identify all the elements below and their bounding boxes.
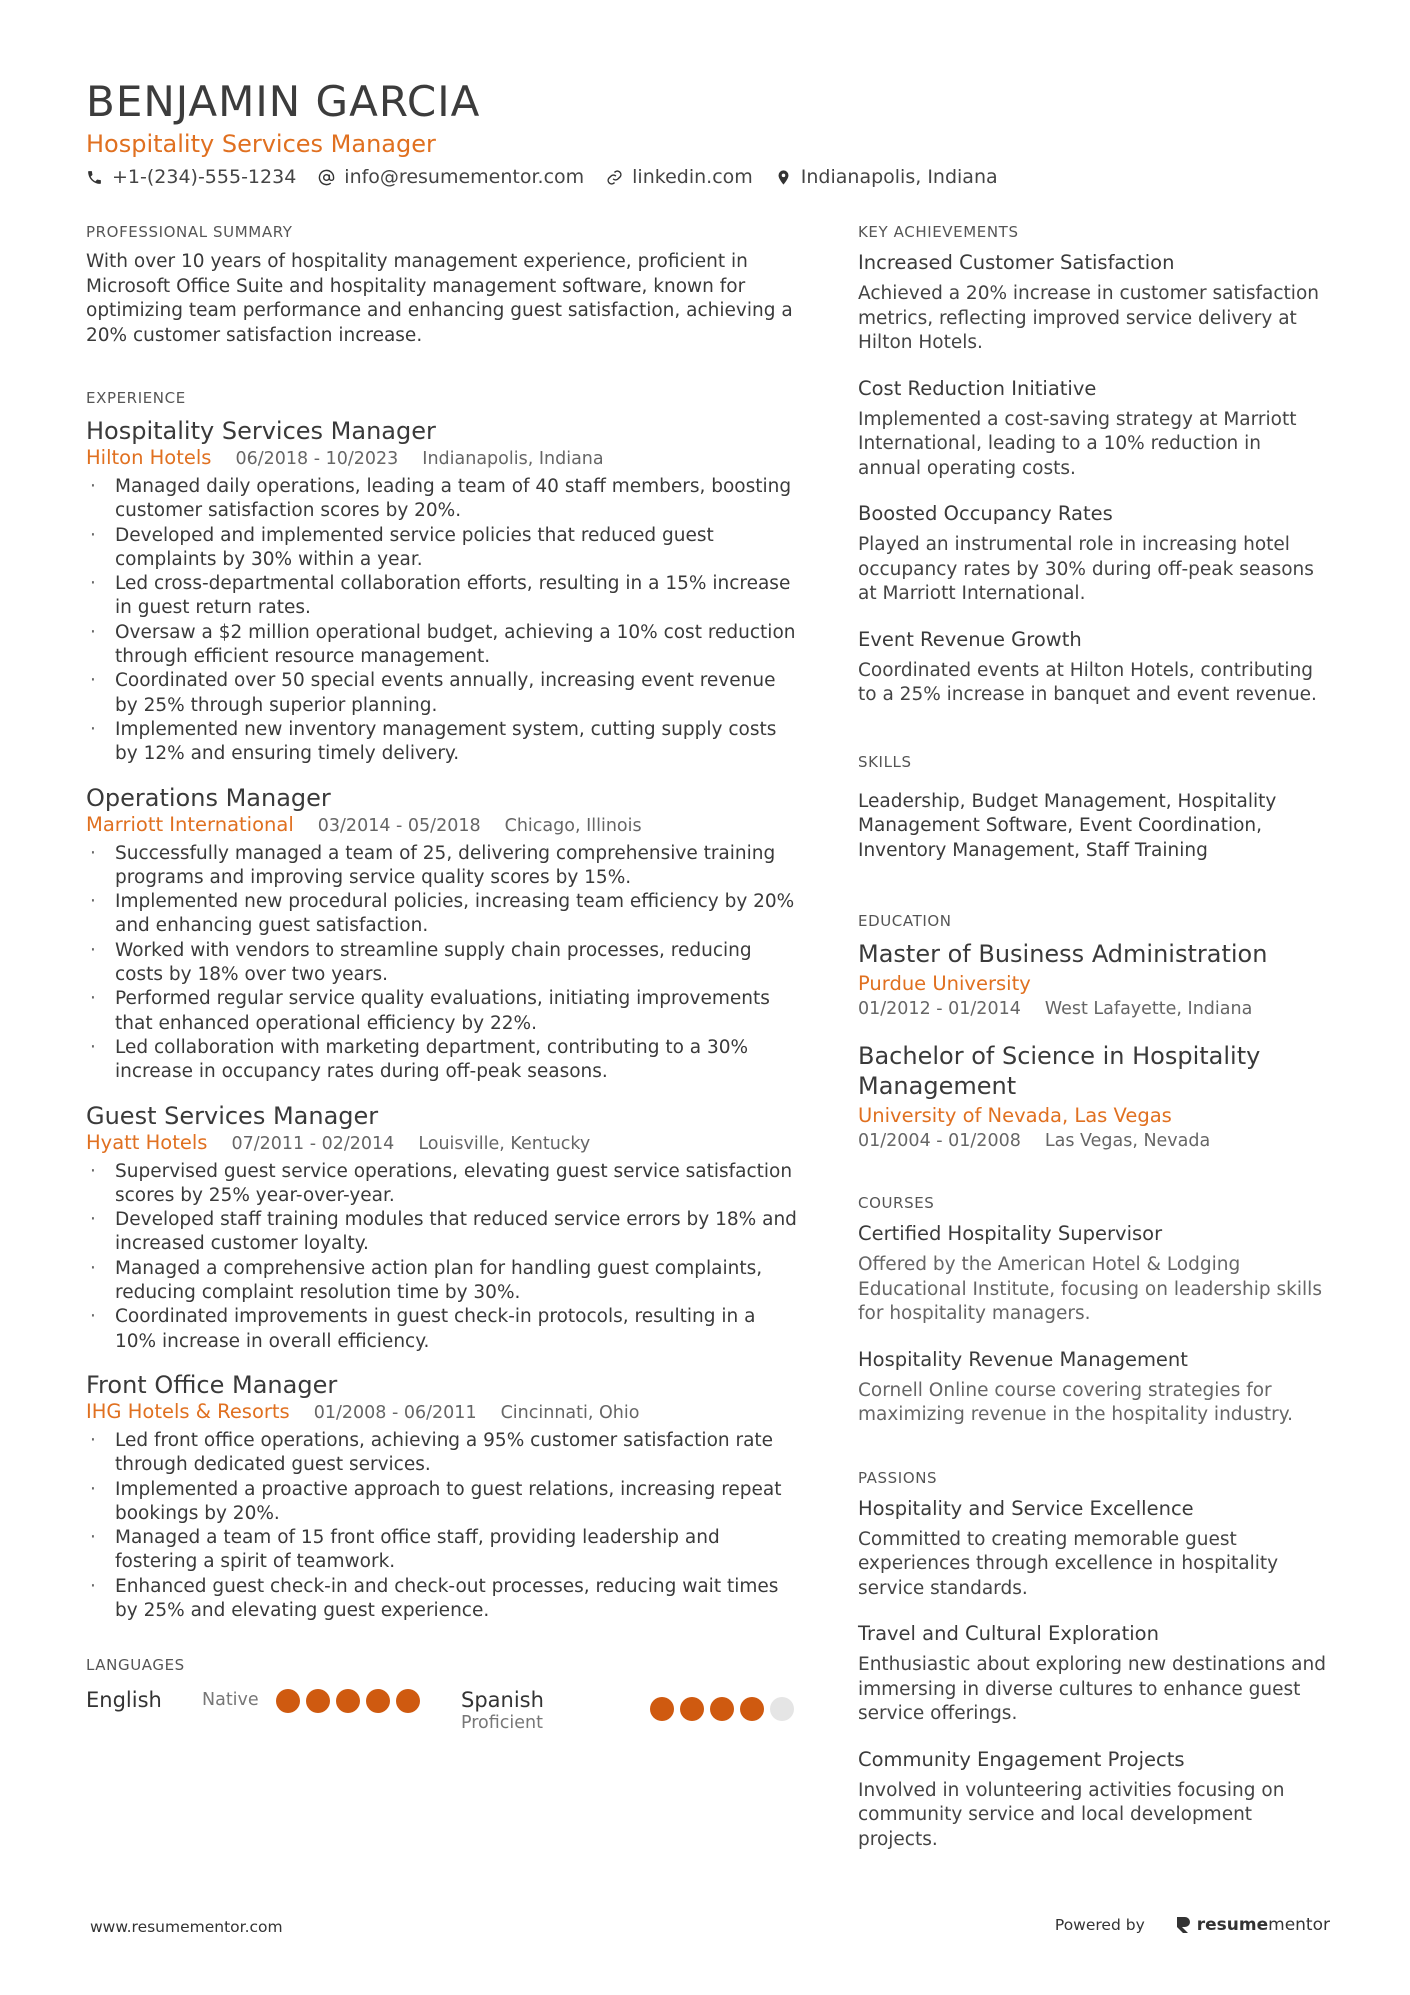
bullet-item: · Managed a comprehensive action plan for handling guest complaints, reducing complaint resolution time by 30%. (86, 1257, 800, 1306)
education-meta (858, 997, 1328, 1021)
bullet-item: · Implemented new inventory management system, cutting supply costs by 12% and ensuring timely delivery. (86, 718, 800, 767)
education-item (858, 1041, 1328, 1153)
achievement-desc: Achieved a 20% increase in customer satisfaction metrics, reflecting improved service delivery at Hilton Hotels. (858, 283, 1319, 353)
candidate-name: BENJAMIN GARCIA (86, 77, 481, 126)
skills-text: Leadership, Budget Management, Hospitality Management Software, Event Coordination, Inventory Management, Staff Training (858, 790, 1277, 861)
achievement-title: Increased Customer Satisfaction (858, 251, 1175, 274)
bullet-item: · Performed regular service quality evaluations, initiating improvements that enhanced operational efficiency by 22%. (86, 987, 800, 1036)
bullet-item: · Successfully managed a team of 25, delivering comprehensive training programs and improving service quality scores by 15%. (86, 842, 800, 891)
company-name: Hyatt Hotels (86, 1130, 208, 1154)
achievement-item (858, 376, 1328, 482)
company-name: Hilton Hotels (86, 446, 212, 469)
achievement-item (858, 627, 1328, 708)
experience-list (86, 416, 800, 1623)
job-entry (86, 416, 800, 767)
brand-logo[interactable] (1175, 1915, 1330, 1935)
passion-title: Hospitality and Service Excellence (858, 1496, 1194, 1520)
achievement-title: Event Revenue Growth (858, 627, 1082, 651)
achievement-desc: Coordinated events at Hilton Hotels, contributing to a 25% increase in banquet and event revenue. (858, 659, 1317, 705)
achievements-heading: KEY ACHIEVEMENTS (858, 223, 1019, 241)
resumementor-logo-icon (1175, 1916, 1191, 1934)
at-sign-icon (318, 169, 335, 186)
school-name: Purdue University (858, 972, 1031, 995)
bullet-item: · Implemented new procedural policies, increasing team efficiency by 20% and enhancing guest satisfaction. (86, 890, 800, 939)
right-column (858, 222, 1328, 1872)
passion-item (858, 1747, 1328, 1853)
bullet-item: · Oversaw a $2 million operational budget, achieving a 10% cost reduction through efficient resource management. (86, 621, 800, 670)
education-list (858, 939, 1328, 1153)
link-icon (606, 169, 623, 186)
language-english (86, 1687, 162, 1713)
summary-text: With over 10 years of hospitality management experience, proficient in Microsoft Office Suite and hospitality management software, known for optimizing team performance and enhancing guest satisfaction, achieving a 20% customer satisfaction increase. (86, 251, 793, 346)
job-title: Operations Manager (86, 783, 331, 812)
course-title: Hospitality Revenue Management (858, 1347, 1188, 1371)
language-spanish-rating (650, 1697, 794, 1721)
achievement-desc: Played an instrumental role in increasing hotel occupancy rates by 30% during off-peak seasons at Marriott International. (858, 534, 1314, 604)
location-pin-icon (775, 169, 792, 186)
education-dates: 01/2004 - 01/2008 (858, 1131, 1021, 1151)
bullet-item: · Worked with vendors to streamline supply chain processes, reducing costs by 18% over two years. (86, 939, 800, 988)
candidate-title: Hospitality Services Manager (86, 130, 436, 158)
company-name: Marriott International (86, 812, 294, 836)
job-dates: 06/2018 - 10/2023 (235, 449, 399, 469)
contact-phone (86, 164, 296, 190)
education-heading: EDUCATION (858, 912, 952, 930)
education-location: Las Vegas, Nevada (1044, 1131, 1211, 1151)
course-item (858, 1221, 1328, 1327)
education-dates: 01/2012 - 01/2014 (858, 999, 1021, 1019)
job-location: Chicago, Illinois (504, 815, 642, 836)
job-bullets (86, 1160, 800, 1354)
job-dates: 07/2011 - 02/2014 (231, 1133, 395, 1154)
course-title: Certified Hospitality Supervisor (858, 1222, 1163, 1245)
passion-desc: Committed to creating memorable guest experiences through excellence in hospitality service standards. (858, 1528, 1279, 1599)
languages-row (86, 1687, 800, 1737)
job-meta (86, 1131, 800, 1156)
left-column (86, 222, 800, 1737)
rating-dot-filled (710, 1697, 734, 1721)
job-bullets (86, 475, 800, 767)
rating-dot-filled (680, 1697, 704, 1721)
course-desc: Cornell Online course covering strategies for maximizing revenue in the hospitality industry. (858, 1379, 1293, 1425)
job-title: Hospitality Services Manager (86, 417, 436, 445)
rating-dot-filled (740, 1697, 764, 1721)
passion-title: Community Engagement Projects (858, 1747, 1185, 1771)
language-english-rating (276, 1689, 420, 1713)
email-text[interactable]: info@resumementor.com (344, 166, 585, 188)
bullet-item: · Developed staff training modules that reduced service errors by 18% and increased customer loyalty. (86, 1208, 800, 1257)
linkedin-text[interactable]: linkedin.com (632, 166, 753, 188)
powered-by-label: Powered by (1054, 1916, 1145, 1934)
brand-light: mentor (1268, 1915, 1330, 1935)
bullet-item: · Led collaboration with marketing department, contributing to a 30% increase in occupancy rates during off-peak seasons. (86, 1036, 800, 1085)
company-name: IHG Hotels & Resorts (86, 1399, 290, 1423)
school-name: University of Nevada, Las Vegas (858, 1104, 1172, 1127)
bullet-item: · Coordinated improvements in guest check-in protocols, resulting in a 10% increase in overall efficiency. (86, 1305, 800, 1354)
contact-location (775, 164, 998, 190)
courses-list (858, 1221, 1328, 1428)
job-entry (86, 1101, 800, 1354)
contact-linkedin[interactable] (606, 164, 753, 190)
rating-dot-filled (366, 1689, 390, 1713)
rating-dot-filled (276, 1689, 300, 1713)
languages-section (86, 1655, 800, 1737)
skills-heading: SKILLS (858, 752, 912, 771)
job-title: Front Office Manager (86, 1370, 338, 1399)
degree-title: Master of Business Administration (858, 940, 1268, 968)
language-level: Native (202, 1690, 259, 1711)
brand-bold: resume (1196, 1915, 1269, 1935)
language-english-level (202, 1690, 259, 1710)
language-name: English (86, 1688, 162, 1713)
job-entry (86, 783, 800, 1085)
course-desc: Offered by the American Hotel & Lodging Educational Institute, focusing on leadership skills for hospitality managers. (858, 1254, 1322, 1324)
bullet-item: · Led front office operations, achieving a 95% customer satisfaction rate through dedicated guest services. (86, 1429, 800, 1478)
education-item (858, 939, 1328, 1021)
experience-heading: EXPERIENCE (86, 389, 186, 407)
rating-dot-filled (396, 1689, 420, 1713)
education-location: West Lafayette, Indiana (1044, 999, 1253, 1019)
bullet-item: · Led cross-departmental collaboration efforts, resulting in a 15% increase in guest return rates. (86, 572, 800, 621)
bullet-item: · Developed and implemented service policies that reduced guest complaints by 30% within a year. (86, 524, 800, 573)
rating-dot-filled (336, 1689, 360, 1713)
rating-dot-empty (770, 1697, 794, 1721)
bullet-item: · Managed daily operations, leading a team of 40 staff members, boosting customer satisfaction scores by 20%. (86, 475, 800, 524)
education-meta (858, 1129, 1328, 1153)
bullet-item: · Enhanced guest check-in and check-out processes, reducing wait times by 25% and elevating guest experience. (86, 1575, 800, 1624)
passion-item (858, 1621, 1328, 1727)
passion-item (858, 1496, 1328, 1602)
resume-header (86, 76, 1326, 190)
footer-website-link[interactable]: www.resumementor.com (90, 1918, 283, 1936)
achievement-item (858, 501, 1328, 607)
job-bullets (86, 1429, 800, 1623)
degree-title: Bachelor of Science in Hospitality Management (858, 1042, 1261, 1100)
courses-heading: COURSES (858, 1194, 935, 1212)
rating-dot-filled (306, 1689, 330, 1713)
languages-heading: LANGUAGES (86, 1656, 185, 1675)
achievement-desc: Implemented a cost-saving strategy at Marriott International, leading to a 10% reduction in annual operating costs. (858, 408, 1297, 479)
job-meta (86, 1400, 800, 1425)
summary-heading: PROFESSIONAL SUMMARY (86, 223, 293, 241)
achievement-item (858, 250, 1328, 356)
contact-bar (86, 164, 1326, 190)
passion-desc: Enthusiastic about exploring new destinations and immersing in diverse cultures to enhance guest service offerings. (858, 1654, 1326, 1724)
job-entry (86, 1370, 800, 1623)
passions-heading: PASSIONS (858, 1468, 938, 1487)
bullet-item: · Implemented a proactive approach to guest relations, increasing repeat bookings by 20%. (86, 1478, 800, 1527)
passion-title: Travel and Cultural Exploration (858, 1622, 1159, 1645)
language-spanish (461, 1687, 544, 1733)
bullet-item: · Supervised guest service operations, elevating guest service satisfaction scores by 25% year-over-year. (86, 1160, 800, 1209)
job-location: Cincinnati, Ohio (500, 1402, 640, 1423)
achievement-title: Cost Reduction Initiative (858, 376, 1097, 400)
phone-text: +1-(234)-555-1234 (112, 166, 297, 188)
achievements-list (858, 250, 1328, 708)
language-level: Proficient (461, 1713, 543, 1734)
job-title: Guest Services Manager (86, 1101, 379, 1130)
job-meta (86, 446, 800, 471)
job-location: Louisville, Kentucky (418, 1133, 591, 1154)
job-dates: 01/2008 - 06/2011 (313, 1402, 477, 1423)
location-text: Indianapolis, Indiana (800, 166, 998, 188)
course-item (858, 1347, 1328, 1428)
bullet-item: · Coordinated over 50 special events annually, increasing event revenue by 25% through superior planning. (86, 669, 800, 718)
passion-desc: Involved in volunteering activities focusing on community service and local development projects. (858, 1779, 1285, 1850)
job-dates: 03/2014 - 05/2018 (317, 815, 481, 836)
passions-list (858, 1496, 1328, 1853)
phone-icon (86, 169, 103, 186)
job-meta (86, 813, 800, 838)
job-location: Indianapolis, Indiana (422, 449, 604, 469)
bullet-item: · Managed a team of 15 front office staff, providing leadership and fostering a spirit of teamwork. (86, 1526, 800, 1575)
footer-branding (1055, 1915, 1330, 1935)
contact-email[interactable] (318, 164, 584, 190)
achievement-title: Boosted Occupancy Rates (858, 502, 1113, 525)
rating-dot-filled (650, 1697, 674, 1721)
language-name: Spanish (461, 1688, 544, 1713)
job-bullets (86, 842, 800, 1085)
